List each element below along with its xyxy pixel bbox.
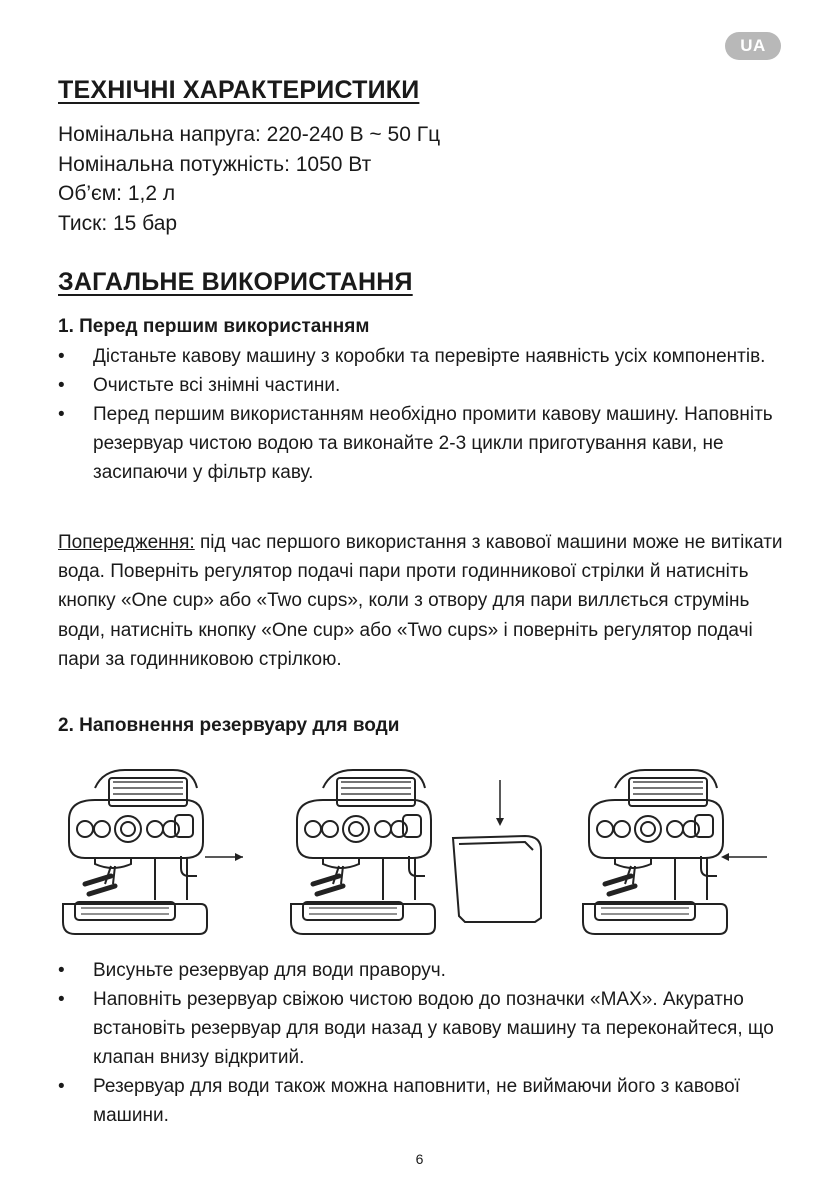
section-2-bullets [58, 956, 788, 1130]
bullet-icon: • [58, 346, 65, 367]
section-1-heading: 1. Перед першим використанням [58, 316, 370, 337]
spec-volume: Об’єм: 1,2 л [58, 182, 176, 205]
bullet-icon: • [58, 404, 65, 425]
warning-text: під час першого використання з кавової машини може не витікати вода. Поверніть регулятор подачі пари проти годинникової стрілки й натисніть кнопку «One cup» або «Two cups», коли з отвору для пари виллється струмінь води, натисніть кнопку «One cup» або «Two cups» і поверніть регулятор подачі пари за годинниковою стрілкою. [58, 532, 783, 670]
tech-specs-title: ТЕХНІЧНІ ХАРАКТЕРИСТИКИ [58, 76, 420, 104]
warning-label: Попередження: [58, 532, 195, 553]
spec-pressure: Тиск: 15 бар [58, 211, 178, 235]
bullet-icon: • [58, 1076, 65, 1097]
bullet-icon: • [58, 375, 65, 396]
list-item: • Висуньте резервуар для води праворуч. [58, 956, 788, 985]
bullet-icon: • [58, 989, 65, 1010]
list-item: • Очистьте всі знімні частини. [58, 371, 788, 400]
bullet-icon: • [58, 960, 65, 981]
general-use-title: ЗАГАЛЬНЕ ВИКОРИСТАННЯ [58, 268, 413, 296]
section-1-bullets [58, 342, 788, 487]
water-tank-illustration [55, 760, 785, 950]
list-item: • Наповніть резервуар свіжою чистою водою до позначки «MAX». Акуратно встановіть резервуар для води назад у кавову машину та переконайтеся, що клапан внизу відкритий. [58, 985, 788, 1072]
tech-specs-list [58, 120, 440, 238]
section-2-heading: 2. Наповнення резервуару для води [58, 715, 400, 736]
warning-paragraph [58, 528, 788, 674]
spec-power: Номінальна потужність: 1050 Вт [58, 152, 372, 176]
list-item: • Резервуар для води також можна наповнити, не виймаючи його з кавової машини. [58, 1072, 788, 1130]
list-item: • Дістаньте кавову машину з коробки та перевірте наявність усіх компонентів. [58, 342, 788, 371]
list-item: • Перед першим використанням необхідно промити кавову машину. Наповніть резервуар чистою водою та виконайте 2-3 цикли приготування кави, не засипаючи у фільтр каву. [58, 400, 788, 487]
language-badge: UA [725, 32, 781, 60]
spec-voltage: Номінальна напруга: 220-240 В ~ 50 Гц [58, 123, 441, 146]
page-number: 6 [415, 1151, 424, 1167]
